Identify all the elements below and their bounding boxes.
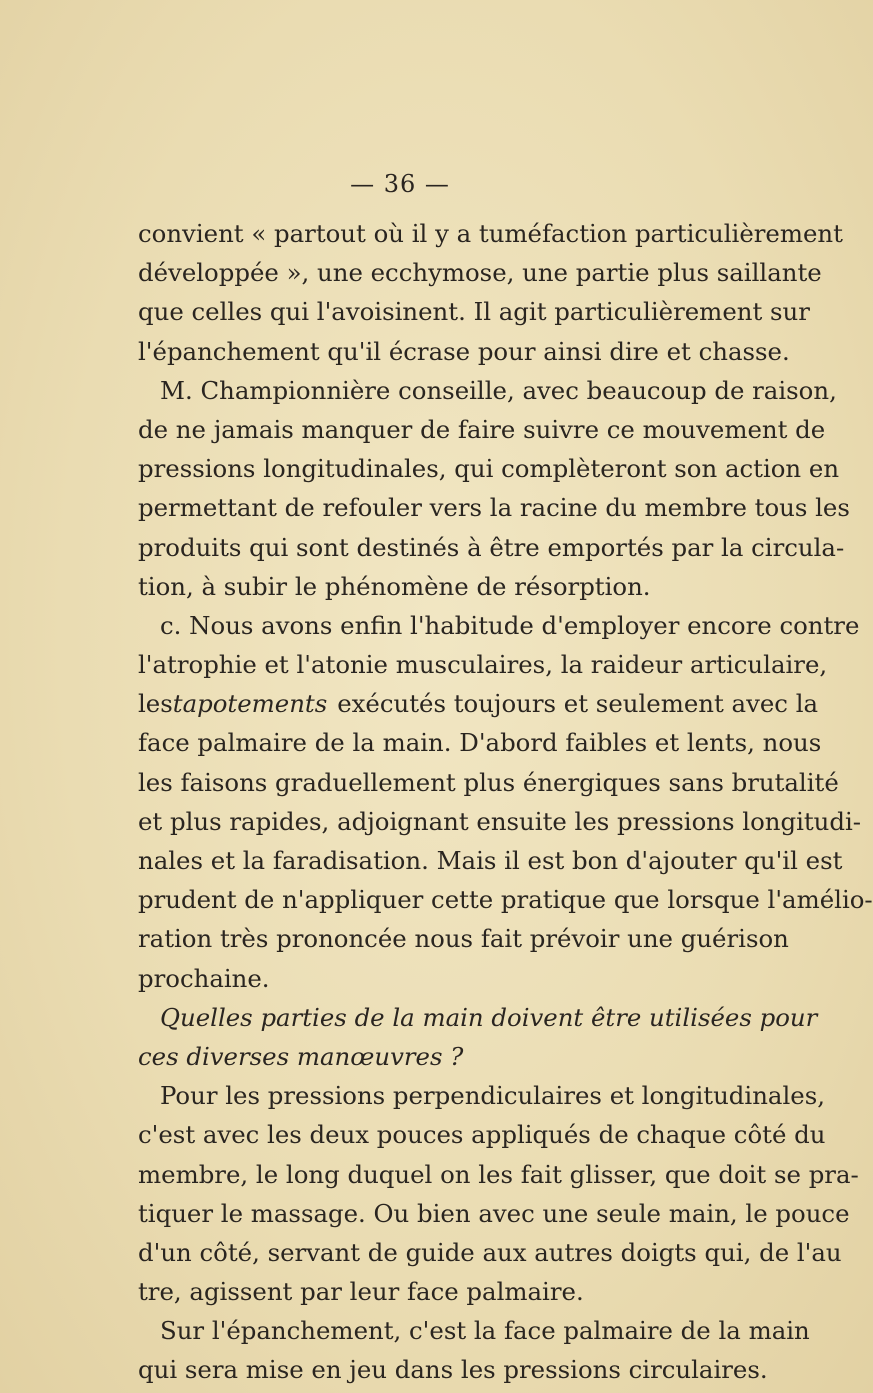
text-line: prochaine. bbox=[138, 963, 270, 993]
emphasis-rest: exécutés toujours et seulement avec la bbox=[337, 689, 819, 719]
text-line: qui sera mise en jeu dans les pressions circulaires. bbox=[138, 1355, 768, 1385]
text-line: pressions longitudinales, qui complèteront son action en bbox=[138, 454, 840, 484]
text-line: l'épanchement qu'il écrase pour ainsi dire et chasse. bbox=[138, 336, 790, 366]
text-line: produits qui sont destinés à être emportés par la circula- bbox=[138, 532, 845, 562]
body-text bbox=[138, 214, 873, 1390]
text-line: prudent de n'appliquer cette pratique que lorsque l'amélio- bbox=[138, 885, 873, 915]
page-number: — 36 — bbox=[350, 170, 450, 198]
text-line: et plus rapides, adjoignant ensuite les pressions longitudi- bbox=[138, 806, 862, 836]
text-line: c'est avec les deux pouces appliqués de chaque côté du bbox=[138, 1120, 826, 1150]
text-line: permettant de refouler vers la racine du membre tous les bbox=[138, 493, 850, 523]
text-line: de ne jamais manquer de faire suivre ce mouvement de bbox=[138, 414, 826, 444]
text-line: tion, à subir le phénomène de résorption. bbox=[138, 571, 651, 601]
text-line-with-emphasis bbox=[138, 684, 819, 723]
text-line: que celles qui l'avoisinent. Il agit particulièrement sur bbox=[138, 297, 810, 327]
text-line: d'un côté, servant de guide aux autres doigts qui, de l'au bbox=[138, 1237, 842, 1267]
section-heading: ces diverses manœuvres ? bbox=[138, 1041, 464, 1071]
text-line: l'atrophie et l'atonie musculaires, la raideur articulaire, bbox=[138, 650, 828, 680]
text-line: membre, le long duquel on les fait glisser, que doit se pra- bbox=[138, 1159, 859, 1189]
text-line: c. Nous avons enfin l'habitude d'employer encore contre bbox=[160, 610, 860, 640]
text-line: nales et la faradisation. Mais il est bon d'ajouter qu'il est bbox=[138, 846, 843, 875]
text-line: Pour les pressions perpendiculaires et longitudinales, bbox=[160, 1081, 825, 1111]
emphasis-prefix: les bbox=[138, 689, 173, 719]
emphasis-term: tapotements bbox=[172, 689, 328, 719]
text-line: les faisons graduellement plus énergiques sans brutalité bbox=[138, 767, 839, 797]
section-heading: Quelles parties de la main doivent être utilisées pour bbox=[160, 1002, 818, 1032]
text-line: tre, agissent par leur face palmaire. bbox=[138, 1277, 584, 1307]
text-line: ration très prononcée nous fait prévoir une guérison bbox=[138, 924, 789, 954]
text-line: convient « partout où il y a tuméfaction particulièrement bbox=[138, 219, 843, 248]
text-line: face palmaire de la main. D'abord faibles et lents, nous bbox=[138, 728, 822, 758]
text-line: développée », une ecchymose, une partie plus saillante bbox=[138, 258, 822, 288]
text-line: M. Championnière conseille, avec beaucoup de raison, bbox=[160, 375, 837, 405]
text-line: Sur l'épanchement, c'est la face palmaire de la main bbox=[160, 1316, 810, 1346]
text-line: tiquer le massage. Ou bien avec une seule main, le pouce bbox=[138, 1198, 850, 1228]
